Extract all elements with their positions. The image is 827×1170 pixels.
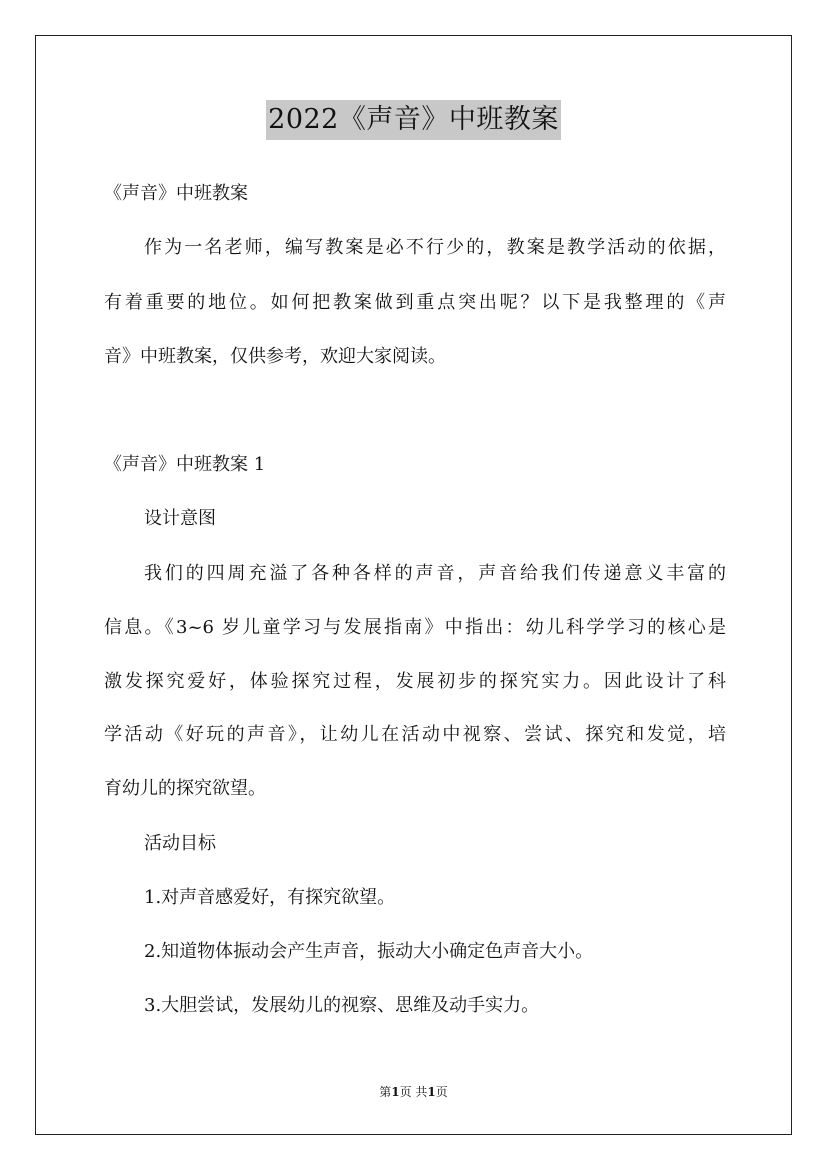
title-container [0, 100, 827, 140]
intro-line-3: 音》中班教案，仅供参考，欢迎大家阅读。 [104, 346, 446, 367]
design-line-4: 学活动《好玩的声音》，让幼儿在活动中视察、尝试、探究和发觉，培 [104, 724, 726, 745]
footer-page-mid: 页 共 [399, 1085, 428, 1099]
design-line-3: 激发探究爱好，体验探究过程，发展初步的探究实力。因此设计了科 [104, 671, 726, 692]
section-title: 《声音》中班教案 1 [104, 454, 266, 475]
goal-item-1: 1.对声音感爱好，有探究欲望。 [144, 887, 396, 908]
document-title: 2022《声音》中班教案 [266, 100, 561, 140]
footer-page-prefix: 第 [379, 1085, 392, 1099]
page-footer [0, 1084, 827, 1100]
intro-line-1: 作为一名老师，编写教案是必不行少的，教案是教学活动的依据， [144, 237, 726, 258]
goal-item-2: 2.知道物体振动会产生声音，振动大小确定色声音大小。 [144, 941, 594, 962]
intro-line-2: 有着重要的地位。如何把教案做到重点突出呢？以下是我整理的《声 [104, 292, 726, 313]
goals-heading: 活动目标 [144, 833, 216, 854]
goal-item-3: 3.大胆尝试，发展幼儿的视察、思维及动手实力。 [144, 995, 540, 1016]
footer-page-number: 1 [391, 1085, 400, 1099]
document-subtitle: 《声音》中班教案 [104, 183, 248, 204]
footer-page-total: 1 [427, 1085, 436, 1099]
design-line-1: 我们的四周充溢了各种各样的声音，声音给我们传递意义丰富的 [144, 563, 726, 584]
design-line-2: 信息。《3~6 岁儿童学习与发展指南》中指出：幼儿科学学习的核心是 [104, 617, 726, 638]
design-line-5: 育幼儿的探究欲望。 [104, 778, 266, 799]
footer-page-suffix: 页 [435, 1085, 448, 1099]
design-heading: 设计意图 [144, 508, 216, 529]
